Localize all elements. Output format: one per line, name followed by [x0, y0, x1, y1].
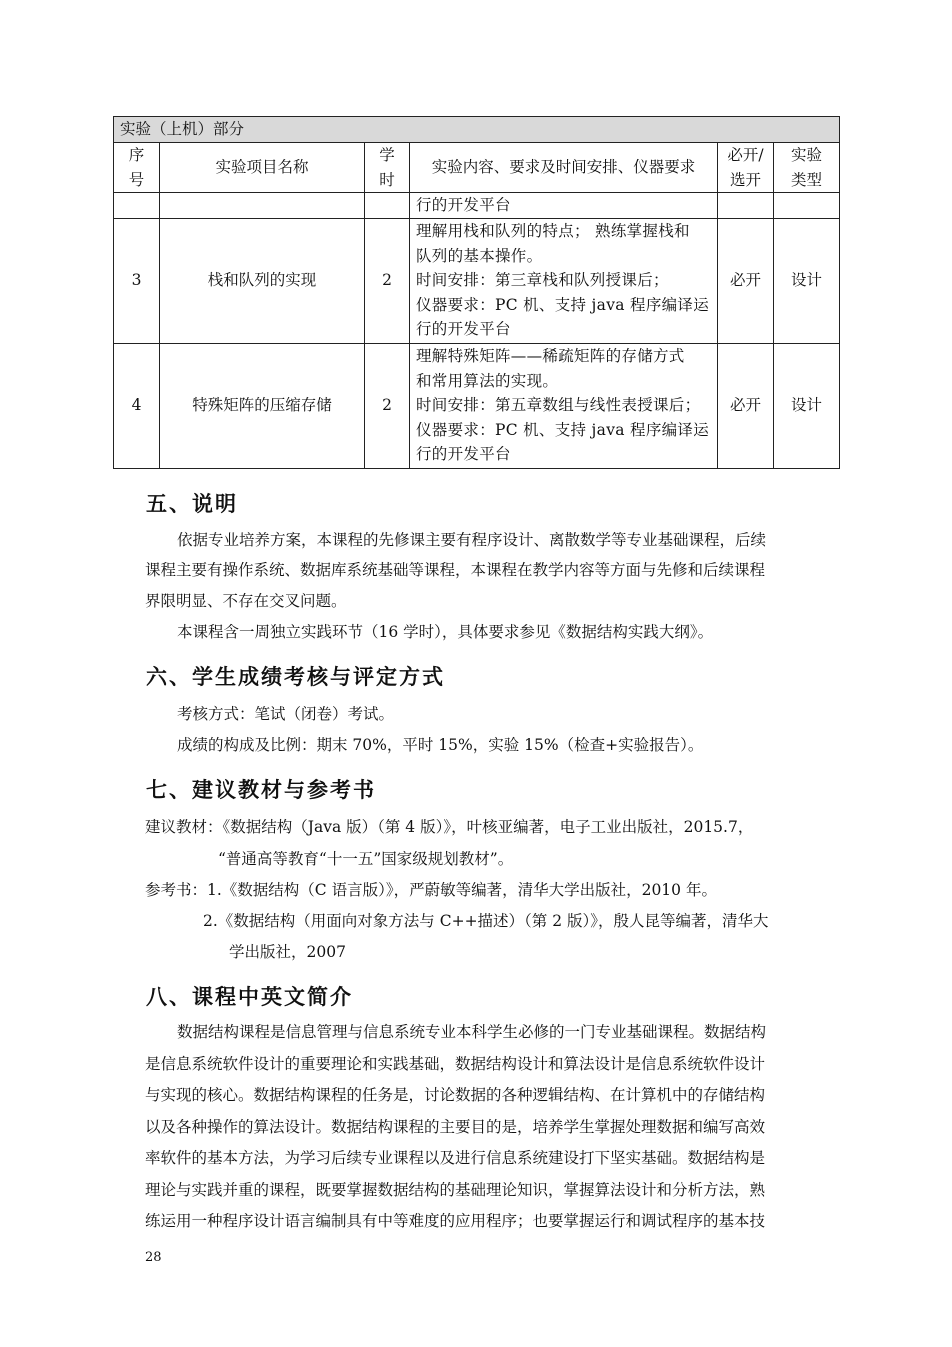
- s8-line: 与实现的核心。数据结构课程的任务是，讨论数据的各种逻辑结构、在计算机中的存储结构: [145, 1086, 766, 1104]
- cell-content: 理解用栈和队列的特点； 熟练掌握栈和 队列的基本操作。 时间安排：第三章栈和队列授课后； 仪器要求：PC 机、支持 java 程序编译运 行的开发平台: [410, 218, 718, 343]
- header-type: 实验 类型: [774, 143, 840, 193]
- cell-content: 理解特殊矩阵——稀疏矩阵的存储方式 和常用算法的实现。 时间安排：第五章数组与线性表授课后； 仪器要求：PC 机、支持 java 程序编译运 行的开发平台: [410, 343, 718, 468]
- cell-content: 行的开发平台: [410, 193, 718, 219]
- s7-reference-2-line2: 学出版社，2007: [229, 943, 346, 961]
- cell-name: 特殊矩阵的压缩存储: [160, 343, 365, 468]
- header-seq: 序 号: [114, 143, 160, 193]
- header-required: 必开/ 选开: [718, 143, 774, 193]
- cell-seq: 3: [114, 218, 160, 343]
- s8-line: 以及各种操作的算法设计。数据结构课程的主要目的是，培养学生掌握处理数据和编写高效: [145, 1118, 766, 1136]
- s5-para1-line3: 界限明显、不存在交叉问题。: [145, 592, 347, 610]
- cell-required: 必开: [718, 218, 774, 343]
- page-number: 28: [145, 1250, 162, 1265]
- s6-line1: 考核方式：笔试（闭卷）考试。: [177, 705, 395, 723]
- s7-textbook-line1: 建议教材：《数据结构（Java 版）（第 4 版）》，叶核亚编著，电子工业出版社，2015.7，: [145, 818, 754, 836]
- s5-para2: 本课程含一周独立实践环节（16 学时），具体要求参见《数据结构实践大纲》。: [177, 623, 714, 641]
- table-row: [114, 193, 840, 219]
- section-heading-7: 七、建议教材与参考书: [146, 777, 376, 802]
- section-heading-6: 六、学生成绩考核与评定方式: [146, 664, 445, 689]
- table-row: [114, 218, 840, 343]
- s8-line: 是信息系统软件设计的重要理论和实践基础，数据结构设计和算法设计是信息系统软件设计: [145, 1055, 766, 1073]
- s8-line: 率软件的基本方法，为学习后续专业课程以及进行信息系统建设打下坚实基础。数据结构是: [145, 1149, 766, 1167]
- table-row: [114, 343, 840, 468]
- s7-textbook-line2: “普通高等教育“十一五”国家级规划教材”。: [218, 850, 514, 868]
- s8-line: 理论与实践并重的课程，既要掌握数据结构的基础理论知识，掌握算法设计和分析方法，熟: [145, 1181, 766, 1199]
- section-heading-8: 八、课程中英文简介: [146, 984, 353, 1009]
- section-heading-5: 五、说明: [146, 491, 238, 516]
- header-content: 实验内容、要求及时间安排、仪器要求: [410, 143, 718, 193]
- s8-line: 练运用一种程序设计语言编制具有中等难度的应用程序；也要掌握运行和调试程序的基本技: [145, 1212, 766, 1230]
- s5-para1-line2: 课程主要有操作系统、数据库系统基础等课程，本课程在教学内容等方面与先修和后续课程: [145, 561, 766, 579]
- cell-hours: 2: [365, 343, 410, 468]
- s8-line: 数据结构课程是信息管理与信息系统专业本科学生必修的一门专业基础课程。数据结构: [177, 1023, 767, 1041]
- s6-line2: 成绩的构成及比例：期末 70%，平时 15%，实验 15%（检查+实验报告）。: [177, 736, 704, 754]
- s7-reference-1: 参考书：1.《数据结构（C 语言版）》，严蔚敏等编著，清华大学出版社，2010 年。: [145, 881, 717, 899]
- s7-reference-2-line1: 2.《数据结构（用面向对象方法与 C++描述）（第 2 版）》，殷人昆等编著，清华大: [203, 912, 769, 930]
- header-name: 实验项目名称: [160, 143, 365, 193]
- table-section-title: 实验（上机）部分: [114, 117, 840, 143]
- s5-para1-line1: 依据专业培养方案，本课程的先修课主要有程序设计、离散数学等专业基础课程，后续: [177, 531, 767, 549]
- header-hours: 学 时: [365, 143, 410, 193]
- cell-name: 栈和队列的实现: [160, 218, 365, 343]
- cell-hours: 2: [365, 218, 410, 343]
- table-header-row: [114, 143, 840, 193]
- experiment-table: [113, 116, 840, 469]
- cell-required: 必开: [718, 343, 774, 468]
- cell-type: 设计: [774, 218, 840, 343]
- cell-seq: 4: [114, 343, 160, 468]
- cell-type: 设计: [774, 343, 840, 468]
